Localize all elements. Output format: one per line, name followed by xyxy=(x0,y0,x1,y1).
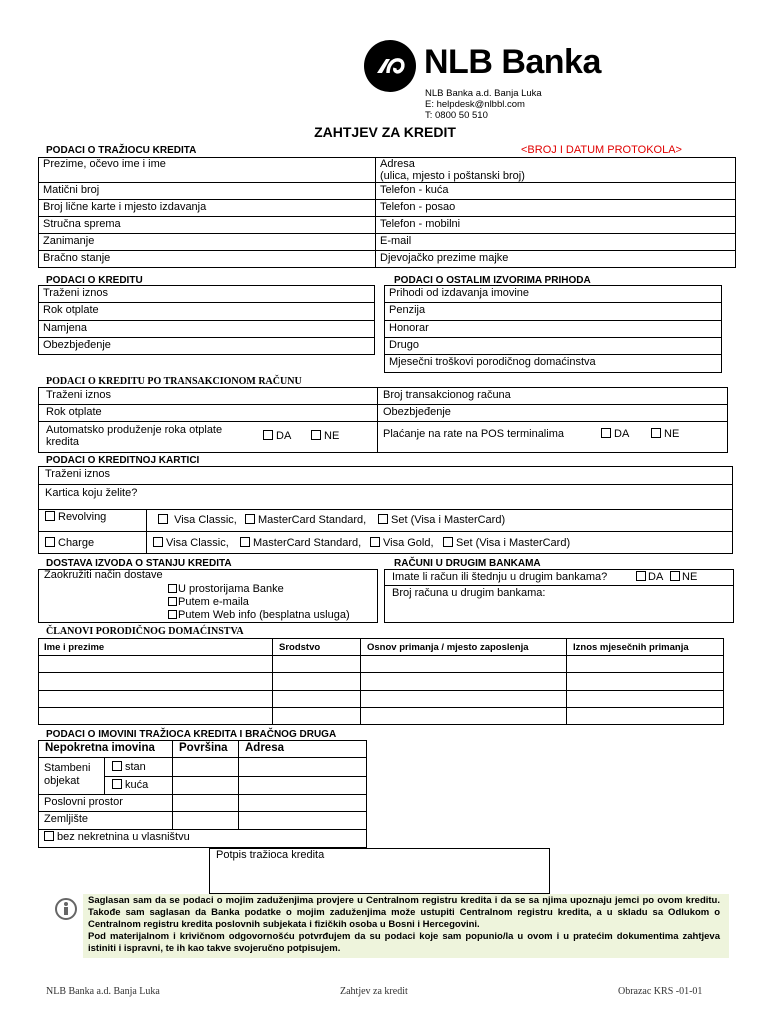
checkbox[interactable] xyxy=(263,430,273,440)
statement-option-web[interactable] xyxy=(168,609,350,621)
auto-extension-yes[interactable] xyxy=(263,430,291,443)
checkbox[interactable] xyxy=(378,514,388,524)
option-label: Set (Visa i MasterCard) xyxy=(391,514,506,526)
checkbox[interactable] xyxy=(443,537,453,547)
revolving-visa-classic[interactable] xyxy=(158,514,237,527)
field-phone-work[interactable]: Telefon - posao xyxy=(380,201,456,213)
field-fee-income[interactable]: Honorar xyxy=(389,322,429,334)
field-address-hint: (ulica, mjesto i poštanski broj) xyxy=(380,170,525,182)
field-other-income[interactable]: Drugo xyxy=(389,339,419,351)
checkbox[interactable] xyxy=(311,430,321,440)
charge-visa-gold[interactable] xyxy=(370,537,434,550)
checkbox[interactable] xyxy=(601,428,611,438)
charge-visa-classic[interactable] xyxy=(153,537,229,550)
consent-paragraph-1: Saglasan sam da se podaci o mojim zaduženjima provjere u Centralnom registru kredita i da se sa njima upoznaju jemci po ovom kreditu. Takođe sam saglasan da Banka podatke o mojim zaduženjima može ustupiti Centralnom registru kredita, a u skladu sa Odlukom o Centralnom registru kredita poslovnih subjekata i fizičkih osoba u Bosni i Hercegovini. xyxy=(88,895,720,930)
field-account-collateral[interactable]: Obezbjeđenje xyxy=(383,406,451,418)
field-credit-amount[interactable]: Traženi iznos xyxy=(43,287,109,299)
field-card-amount[interactable]: Traženi iznos xyxy=(45,468,111,480)
col-monthly-income: Iznos mjesečnih primanja xyxy=(573,642,689,653)
info-icon xyxy=(55,898,77,920)
checkbox[interactable] xyxy=(168,610,177,619)
auto-extension-label: Automatsko produženje roka otplate xyxy=(46,424,223,436)
statement-option-branch[interactable] xyxy=(168,583,284,595)
field-jmbg[interactable]: Matični broj xyxy=(43,184,100,196)
company-email: E: helpdesk@nlbbl.com xyxy=(425,99,525,110)
statement-instruction: Zaokružiti način dostave xyxy=(44,569,163,581)
no-label: NE xyxy=(324,430,340,442)
yes-label: DA xyxy=(614,428,630,440)
field-address[interactable]: Adresa xyxy=(380,158,415,170)
option-label: Putem Web info (besplatna usluga) xyxy=(178,609,350,621)
option-label: stan xyxy=(125,761,146,773)
statement-option-email[interactable] xyxy=(168,596,249,608)
option-label: bez nekretnina u vlasništvu xyxy=(57,831,190,843)
company-name: NLB Banka a.d. Banja Luka xyxy=(425,88,542,99)
option-label: MasterCard Standard, xyxy=(258,514,367,526)
option-label: Set (Visa i MasterCard) xyxy=(456,537,571,549)
revolving-mastercard-standard[interactable] xyxy=(245,514,366,527)
pos-installments-label: Plaćanje na rate na POS terminalima xyxy=(383,428,564,440)
checkbox[interactable] xyxy=(112,761,122,771)
col-address: Adresa xyxy=(245,742,284,754)
protocol-placeholder: <BROJ I DATUM PROTOKOLA> xyxy=(521,144,682,156)
property-heading: PODACI O IMOVINI TRAŽIOCA KREDITA I BRAČNOG DRUGA xyxy=(46,729,337,740)
no-property-option[interactable] xyxy=(44,831,190,844)
footer-company: NLB Banka a.d. Banja Luka xyxy=(46,986,160,997)
field-phone-mobile[interactable]: Telefon - mobilni xyxy=(380,218,461,230)
charge-mastercard-standard[interactable] xyxy=(240,537,361,550)
checkbox[interactable] xyxy=(112,779,122,789)
checkbox[interactable] xyxy=(158,514,168,524)
auto-extension-label-2: kredita xyxy=(46,436,80,448)
field-credit-term[interactable]: Rok otplate xyxy=(43,304,99,316)
household-heading: ČLANOVI PORODIČNOG DOMAĆINSTVA xyxy=(46,626,244,637)
option-label: Visa Classic, xyxy=(166,537,229,549)
residential-label-2: objekat xyxy=(44,775,80,787)
checkbox[interactable] xyxy=(370,537,380,547)
field-credit-collateral[interactable]: Obezbjeđenje xyxy=(43,339,111,351)
col-relation: Srodstvo xyxy=(279,642,321,653)
yes-label: DA xyxy=(276,430,292,442)
consent-text xyxy=(88,895,720,955)
field-household-costs[interactable]: Mjesečni troškovi porodičnog domaćinstva xyxy=(389,356,596,368)
business-space-label: Poslovni prostor xyxy=(44,796,123,808)
field-phone-home[interactable]: Telefon - kuća xyxy=(380,184,449,196)
checkbox[interactable] xyxy=(45,511,55,521)
col-name: Ime i prezime xyxy=(44,642,105,653)
field-transaction-account[interactable]: Broj transakcionog računa xyxy=(383,389,511,401)
card-choice-question: Kartica koju želite? xyxy=(45,487,138,499)
checkbox[interactable] xyxy=(45,537,55,547)
checkbox[interactable] xyxy=(168,584,177,593)
field-rental-income[interactable]: Prihodi od izdavanja imovine xyxy=(389,287,530,299)
checkbox[interactable] xyxy=(153,537,163,547)
field-other-bank-accounts[interactable]: Broj računa u drugim bankama: xyxy=(392,587,546,599)
revolving-label: Revolving xyxy=(58,511,107,523)
property-house-option[interactable] xyxy=(112,779,148,792)
property-flat-option[interactable] xyxy=(112,761,146,774)
option-label: Putem e-maila xyxy=(178,596,249,608)
col-income-source: Osnov primanja / mjesto zaposlenja xyxy=(367,642,529,653)
other-banks-heading: RAČUNI U DRUGIM BANKAMA xyxy=(394,558,541,569)
field-marital-status[interactable]: Bračno stanje xyxy=(43,252,111,264)
option-label: U prostorijama Banke xyxy=(178,583,284,595)
revolving-option[interactable] xyxy=(45,511,106,524)
field-education[interactable]: Stručna sprema xyxy=(43,218,121,230)
option-label: kuća xyxy=(125,779,149,791)
no-label: NE xyxy=(664,428,680,440)
auto-extension-no[interactable] xyxy=(311,430,339,443)
pos-installments-no[interactable] xyxy=(651,428,679,441)
checkbox[interactable] xyxy=(651,428,661,438)
field-full-name[interactable]: Prezime, očevo ime i ime xyxy=(43,158,166,170)
consent-paragraph-2: Pod materijalnom i krivičnom odgovornošću potvrđujem da su podaci koje sam popunio/la u ovom i u pratećim dokumentima zahtjeva istiniti i ispravni, te ih kao takve svojeručno potpisujem. xyxy=(88,931,720,954)
field-pension[interactable]: Penzija xyxy=(389,304,426,316)
nlb-logo-mark xyxy=(364,40,416,92)
field-occupation[interactable]: Zanimanje xyxy=(43,235,95,247)
field-account-term[interactable]: Rok otplate xyxy=(46,406,102,418)
credit-heading: PODACI O KREDITU xyxy=(46,275,143,286)
col-area: Površina xyxy=(179,742,228,754)
checkbox[interactable] xyxy=(670,571,680,581)
checkbox[interactable] xyxy=(44,831,54,841)
land-label: Zemljište xyxy=(44,813,89,825)
checkbox[interactable] xyxy=(636,571,646,581)
other-banks-yes[interactable] xyxy=(636,571,663,584)
option-label: MasterCard Standard, xyxy=(253,537,362,549)
other-banks-no[interactable] xyxy=(670,571,697,584)
field-account-amount[interactable]: Traženi iznos xyxy=(46,389,112,401)
option-label: Visa Gold, xyxy=(383,537,434,549)
statement-heading: DOSTAVA IZVODA O STANJU KREDITA xyxy=(46,558,232,569)
account-credit-heading: PODACI O KREDITU PO TRANSAKCIONOM RAČUNU xyxy=(46,376,302,387)
signature-label: Potpis tražioca kredita xyxy=(216,849,325,861)
company-phone: T: 0800 50 510 xyxy=(425,110,488,121)
charge-label: Charge xyxy=(58,537,95,549)
yes-label: DA xyxy=(648,571,664,583)
col-real-estate: Nepokretna imovina xyxy=(45,742,155,754)
checkbox[interactable] xyxy=(245,514,255,524)
pos-installments-yes[interactable] xyxy=(601,428,629,441)
form-title: ZAHTJEV ZA KREDIT xyxy=(314,124,456,140)
applicant-heading: PODACI O TRAŽIOCU KREDITA xyxy=(46,145,197,156)
checkbox[interactable] xyxy=(168,597,177,606)
brand-name: NLB Banka xyxy=(424,43,601,81)
field-credit-purpose[interactable]: Namjena xyxy=(43,322,88,334)
no-label: NE xyxy=(682,571,698,583)
field-id-card[interactable]: Broj lične karte i mjesto izdavanja xyxy=(43,201,207,213)
card-heading: PODACI O KREDITNOJ KARTICI xyxy=(46,455,200,466)
other-banks-question: Imate li račun ili štednju u drugim bankama? xyxy=(392,571,608,583)
checkbox[interactable] xyxy=(240,537,250,547)
charge-option[interactable] xyxy=(45,537,94,550)
field-mother-maiden-name[interactable]: Djevojačko prezime majke xyxy=(380,252,509,264)
charge-set[interactable] xyxy=(443,537,570,550)
footer-form-code: Obrazac KRS -01-01 xyxy=(618,986,703,997)
income-heading: PODACI O OSTALIM IZVORIMA PRIHODA xyxy=(394,275,591,286)
residential-label: Stambeni xyxy=(44,762,91,774)
footer-document-name: Zahtjev za kredit xyxy=(340,986,408,997)
revolving-set[interactable] xyxy=(378,514,505,527)
option-label: Visa Classic, xyxy=(174,514,237,526)
field-email[interactable]: E-mail xyxy=(380,235,412,247)
